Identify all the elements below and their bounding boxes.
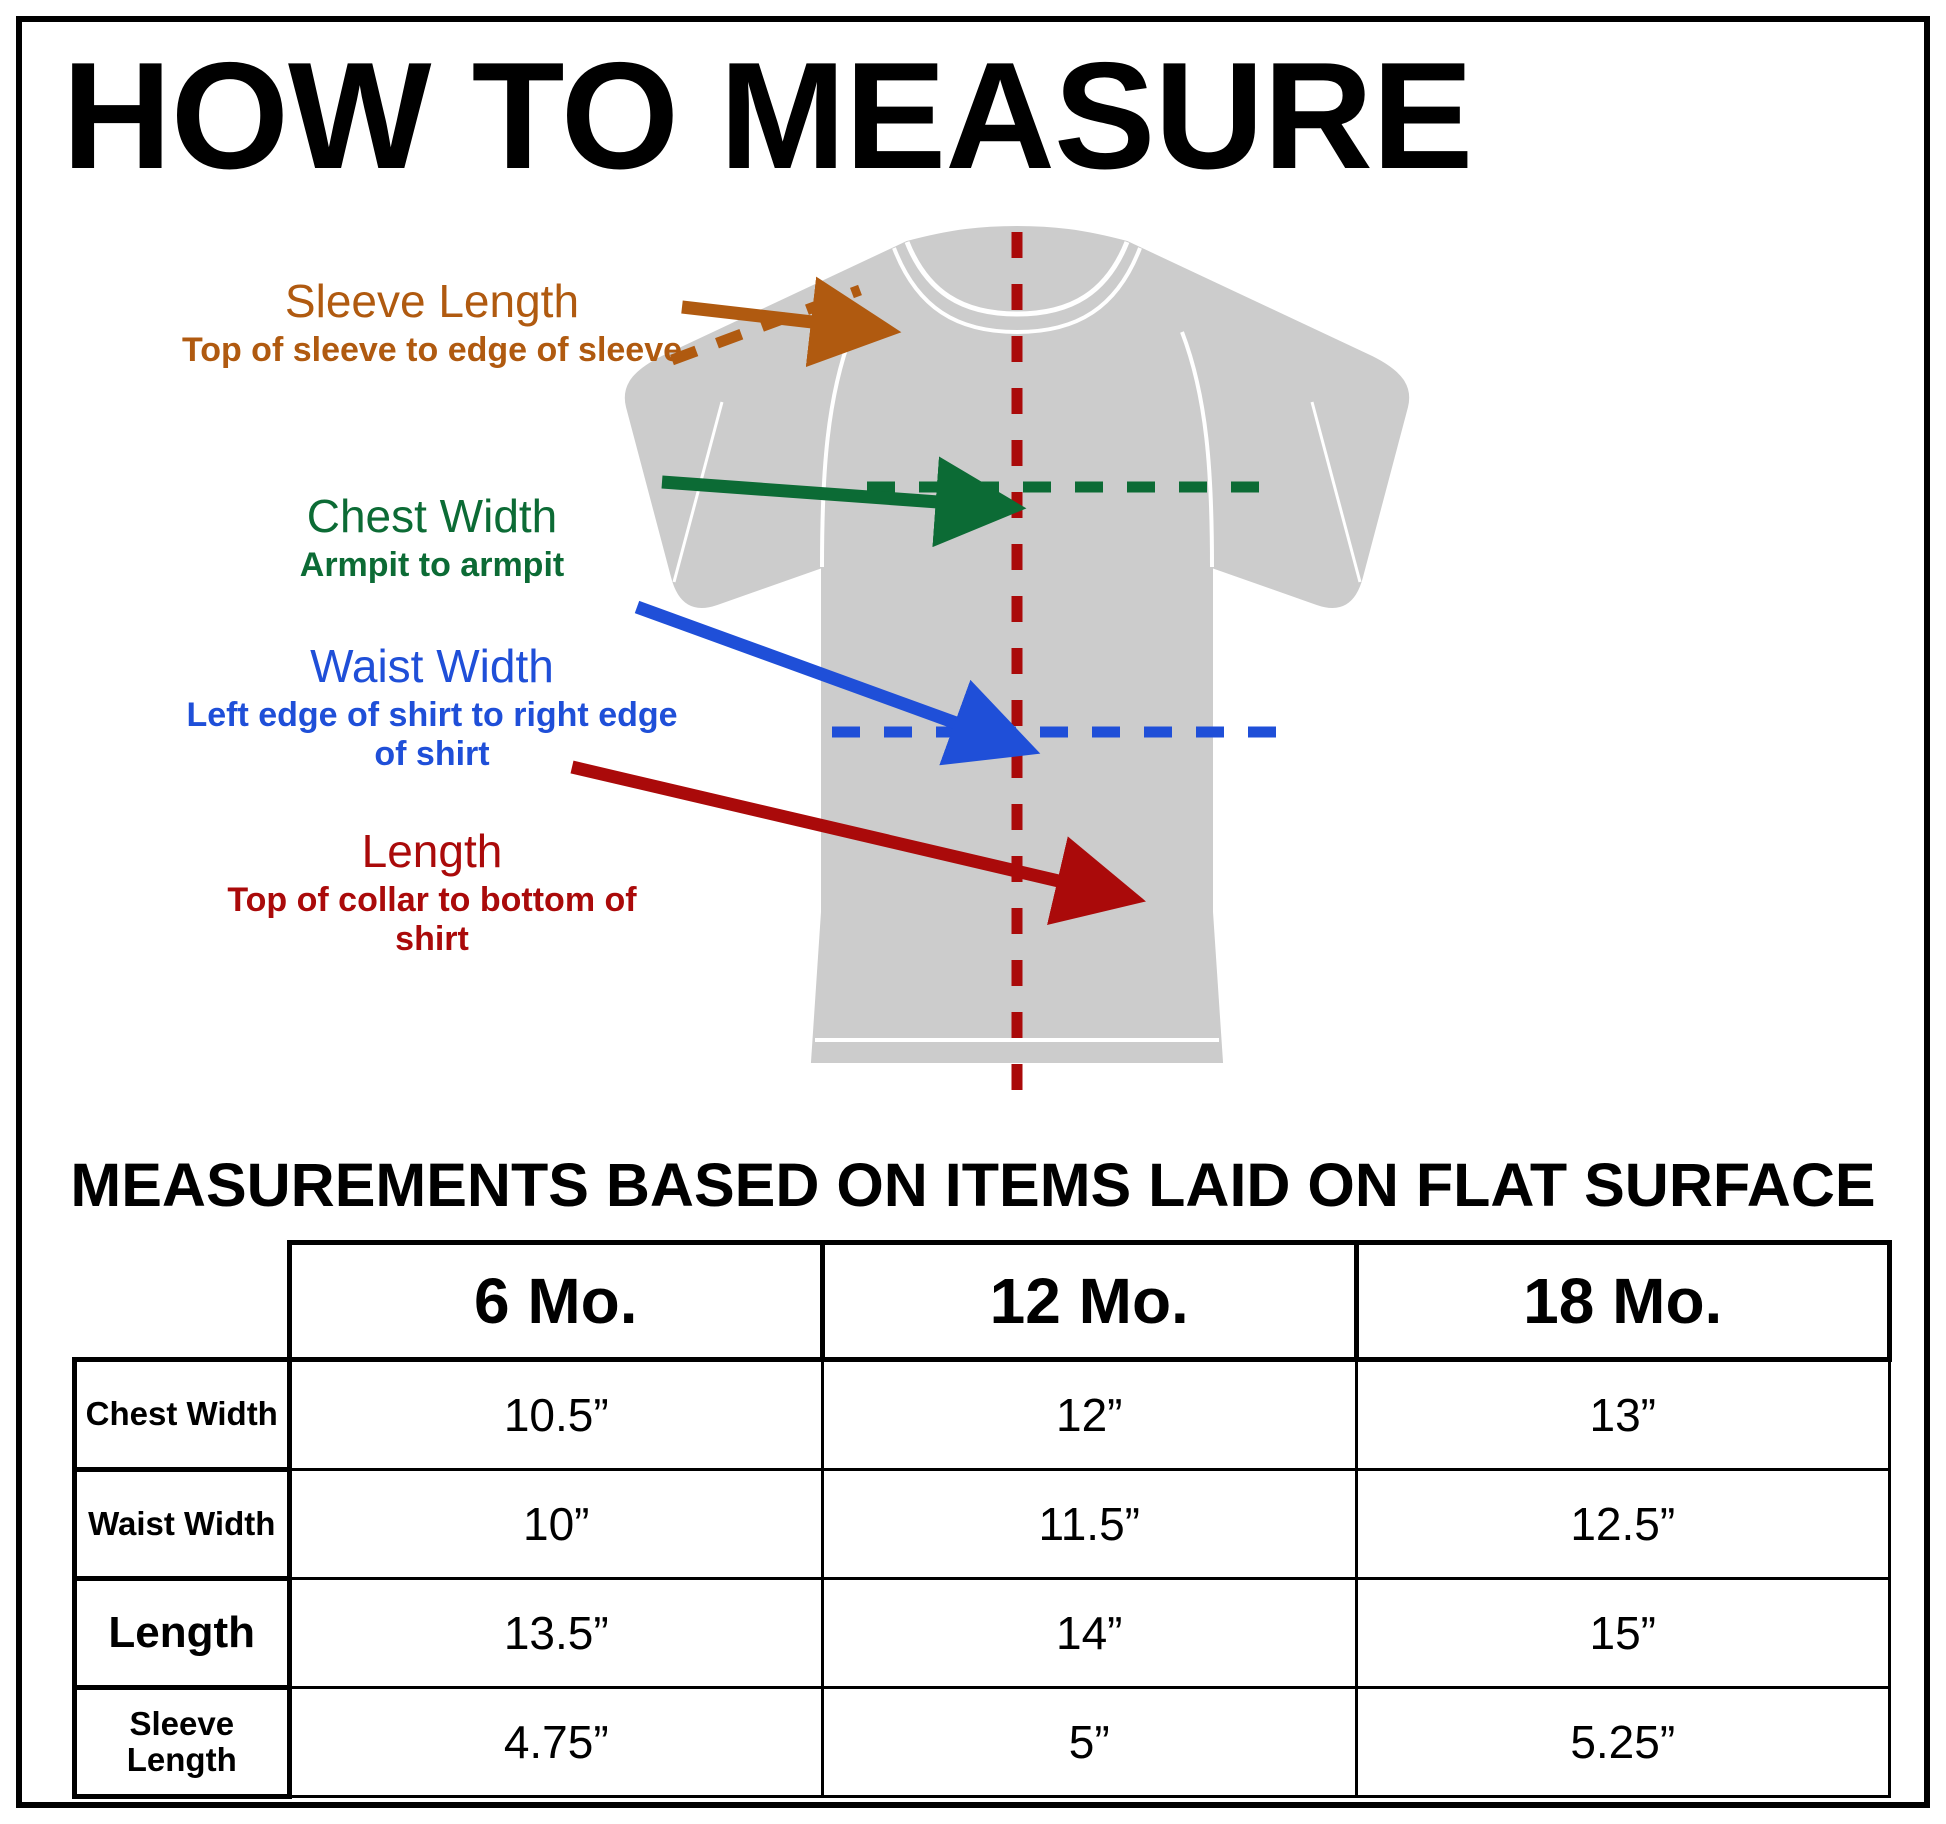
callout-chest-description: Armpit to armpit <box>299 546 565 585</box>
corner-blank-cell <box>75 1243 290 1360</box>
callout-length <box>202 827 662 959</box>
table-row <box>75 1579 1890 1688</box>
subtitle: MEASUREMENTS BASED ON ITEMS LAID ON FLAT SURFACE <box>70 1151 1876 1219</box>
page-frame <box>16 16 1930 1808</box>
cell-sleeve-18mo: 5.25” <box>1356 1688 1890 1797</box>
callout-length-heading: Length <box>361 825 503 877</box>
callout-sleeve-description: Top of sleeve to edge of sleeve <box>181 331 683 370</box>
cell-waist-18mo: 12.5” <box>1356 1470 1890 1579</box>
callout-chest-width <box>202 492 662 585</box>
table-row <box>75 1470 1890 1579</box>
row-label-chest-width: Chest Width <box>75 1360 290 1470</box>
table-row <box>75 1688 1890 1797</box>
callout-waist-width <box>172 642 692 774</box>
cell-waist-6mo: 10” <box>289 1470 823 1579</box>
row-label-length: Length <box>75 1579 290 1688</box>
table-header-row <box>75 1243 1890 1360</box>
row-label-waist-width: Waist Width <box>75 1470 290 1579</box>
column-header-2: 18 Mo. <box>1356 1243 1890 1360</box>
cell-chest-6mo: 10.5” <box>289 1360 823 1470</box>
page-title: HOW TO MEASURE <box>62 31 1473 201</box>
cell-chest-18mo: 13” <box>1356 1360 1890 1470</box>
callout-sleeve-heading: Sleeve Length <box>284 275 580 327</box>
cell-sleeve-6mo: 4.75” <box>289 1688 823 1797</box>
cell-waist-12mo: 11.5” <box>823 1470 1357 1579</box>
callout-chest-heading: Chest Width <box>306 490 558 542</box>
measurement-diagram <box>22 222 1924 1152</box>
callout-sleeve-length <box>172 277 692 370</box>
callout-waist-heading: Waist Width <box>310 640 554 692</box>
size-chart-table <box>72 1240 1892 1799</box>
callout-length-description: Top of collar to bottom of shirt <box>227 881 637 959</box>
table-row <box>75 1360 1890 1470</box>
cell-length-12mo: 14” <box>823 1579 1357 1688</box>
callout-waist-description: Left edge of shirt to right edge of shirt <box>186 696 678 774</box>
column-header-1: 12 Mo. <box>823 1243 1357 1360</box>
cell-length-18mo: 15” <box>1356 1579 1890 1688</box>
cell-chest-12mo: 12” <box>823 1360 1357 1470</box>
cell-length-6mo: 13.5” <box>289 1579 823 1688</box>
column-header-0: 6 Mo. <box>289 1243 823 1360</box>
cell-sleeve-12mo: 5” <box>823 1688 1357 1797</box>
size-chart <box>72 1240 1892 1799</box>
row-label-sleeve-length: Sleeve Length <box>75 1688 290 1797</box>
